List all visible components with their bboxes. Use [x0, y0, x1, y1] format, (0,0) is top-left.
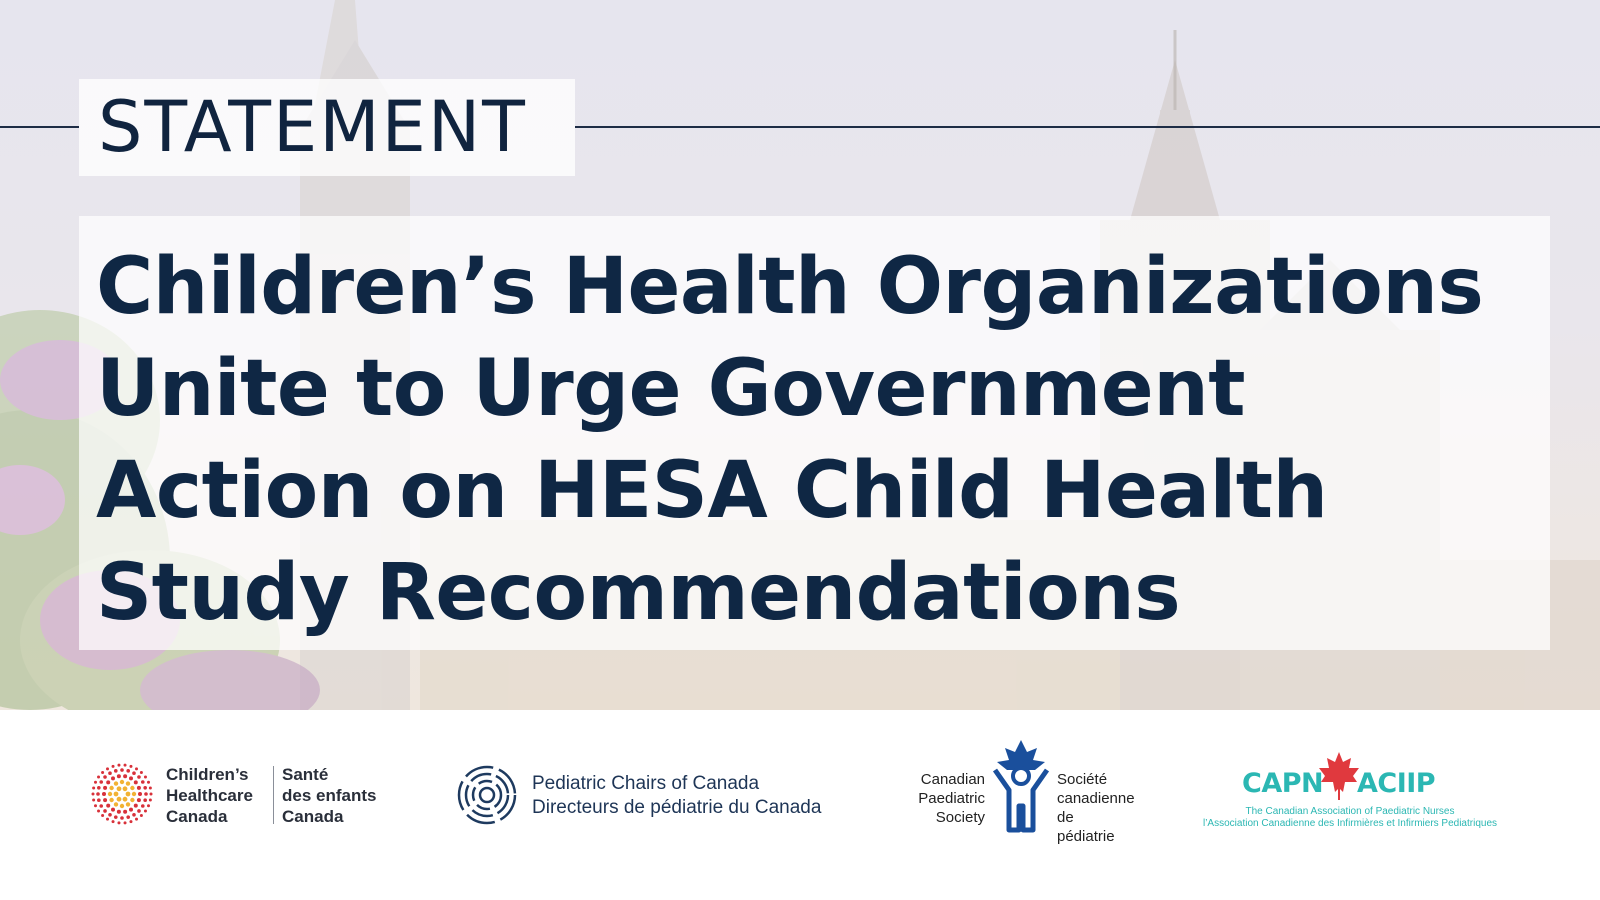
chc-en-line2: Healthcare	[166, 786, 253, 805]
chc-dot	[150, 793, 153, 796]
chc-dot	[117, 786, 122, 791]
pcc-circles-icon	[456, 764, 518, 826]
capn-abbr-fr: ACIIP	[1357, 768, 1436, 799]
chc-dot	[106, 818, 109, 821]
chc-dot	[129, 808, 133, 812]
chc-dot	[126, 792, 131, 797]
cps-fr-line2: canadienne	[1057, 790, 1135, 807]
chc-dot	[134, 804, 138, 808]
pcc-line2: Directeurs de pédiatrie du Canada	[532, 797, 822, 818]
chc-dot	[114, 792, 119, 797]
chc-dot	[109, 786, 113, 790]
chc-dot	[138, 792, 142, 796]
chc-dot	[140, 771, 143, 774]
chc-dot	[120, 816, 124, 820]
chc-dot	[126, 815, 130, 819]
chc-dot	[123, 786, 128, 791]
chc-dot	[123, 810, 127, 814]
chc-fr-line1: Santé	[282, 765, 329, 784]
chc-dot	[92, 799, 95, 802]
partner-logos-bar	[0, 710, 1600, 900]
chc-dot	[130, 786, 134, 790]
chc-dot	[99, 780, 103, 784]
chc-dot	[144, 775, 147, 778]
chc-dot	[102, 792, 106, 796]
chc-dot	[123, 797, 128, 802]
chc-dot	[103, 798, 107, 802]
chc-logo	[90, 760, 410, 830]
chc-dot	[108, 813, 112, 817]
chc-dot	[144, 810, 147, 813]
chc-dot	[117, 764, 120, 767]
headline-line-1: Children’s Health Organizations	[96, 242, 1484, 332]
chc-dot	[135, 818, 138, 821]
chc-dot	[112, 820, 115, 823]
chc-dot	[144, 792, 148, 796]
chc-dot	[141, 804, 145, 808]
chc-dot	[96, 792, 100, 796]
chc-dot	[117, 810, 121, 814]
chc-dot	[106, 767, 109, 770]
chc-fr-line3: Canada	[282, 807, 344, 826]
statement-tag: STATEMENT	[98, 86, 527, 168]
capn-line2: l’Association Canadienne des Infirmières et Infirmiers Pediatriques	[1202, 818, 1498, 829]
chc-dot	[129, 776, 133, 780]
chc-dot	[117, 797, 122, 802]
chc-dot	[114, 802, 118, 806]
chc-dot	[114, 781, 118, 785]
headline	[96, 236, 1536, 644]
chc-dot	[92, 786, 95, 789]
chc-dot	[103, 775, 107, 779]
chc-dot	[114, 815, 118, 819]
chc-dot	[124, 821, 127, 824]
capn-logo	[1185, 748, 1515, 838]
cps-fr-line3: de pédiatrie	[1057, 809, 1115, 845]
chc-dot	[106, 780, 110, 784]
chc-dot	[103, 786, 107, 790]
headline-line-2: Unite to Urge Government	[96, 344, 1246, 434]
chc-divider	[273, 766, 274, 824]
chc-dot	[132, 771, 136, 775]
chc-dot	[101, 814, 104, 817]
headline-line-4: Study Recommendations	[96, 548, 1181, 638]
chc-dot	[94, 804, 97, 807]
chc-dot	[149, 786, 152, 789]
chc-dot	[117, 821, 120, 824]
chc-dot	[147, 781, 150, 784]
cps-en-line3: Society	[935, 809, 985, 826]
cps-logo	[905, 740, 1135, 845]
chc-dot	[130, 798, 134, 802]
maple-leaf-icon	[1319, 752, 1359, 800]
chc-dot	[143, 786, 147, 790]
chc-dot	[134, 780, 138, 784]
chc-en-line3: Canada	[166, 807, 228, 826]
cps-en-line1: Canadian	[920, 771, 985, 788]
chc-dot	[120, 768, 124, 772]
chc-dot	[97, 798, 101, 802]
chc-dot	[94, 781, 97, 784]
chc-dot	[97, 810, 100, 813]
chc-dot	[132, 792, 136, 796]
chc-dot	[120, 804, 124, 808]
chc-dot	[97, 786, 101, 790]
chc-dot	[106, 804, 110, 808]
chc-dot	[123, 774, 127, 778]
chc-dot	[124, 764, 127, 767]
chc-dot	[137, 798, 141, 802]
chc-dot	[109, 798, 113, 802]
chc-dot	[137, 809, 141, 813]
chc-dot	[114, 769, 118, 773]
capn-abbr-en: CAPN	[1242, 768, 1324, 799]
chc-dot	[135, 767, 138, 770]
chc-dot	[99, 804, 103, 808]
capn-line1: The Canadian Association of Paediatric Nurses	[1245, 806, 1455, 817]
headline-line-3: Action on HESA Child Health	[96, 446, 1328, 536]
chc-dot	[147, 804, 150, 807]
chc-dot	[101, 771, 104, 774]
cps-child-maple-icon	[989, 740, 1053, 836]
pcc-logo	[456, 762, 856, 828]
chc-dot	[129, 820, 132, 823]
chc-dot	[103, 809, 107, 813]
chc-dot	[126, 802, 130, 806]
chc-dot	[117, 774, 121, 778]
chc-dot	[141, 780, 145, 784]
chc-dot	[120, 780, 124, 784]
chc-dot	[126, 781, 130, 785]
chc-dot	[140, 814, 143, 817]
chc-dot	[111, 776, 115, 780]
chc-dot	[132, 813, 136, 817]
chc-dot	[97, 775, 100, 778]
cps-en-line2: Paediatric	[918, 790, 985, 807]
chc-dot	[129, 765, 132, 768]
chc-dot	[108, 771, 112, 775]
divider-line-right	[575, 126, 1600, 128]
chc-en-line1: Children’s	[166, 765, 249, 784]
divider-line-left	[0, 126, 79, 128]
chc-fr-line2: des enfants	[282, 786, 377, 805]
chc-dot-mark-icon	[90, 762, 154, 826]
chc-dot	[108, 792, 112, 796]
chc-dot	[92, 793, 95, 796]
chc-dot	[126, 769, 130, 773]
chc-dot	[112, 765, 115, 768]
chc-dot	[137, 775, 141, 779]
chc-dot	[149, 799, 152, 802]
chc-dot	[137, 786, 141, 790]
chc-dot	[111, 808, 115, 812]
cps-fr-line1: Société	[1057, 771, 1108, 788]
pcc-line1: Pediatric Chairs of Canada	[532, 773, 760, 794]
chc-dot	[143, 798, 147, 802]
